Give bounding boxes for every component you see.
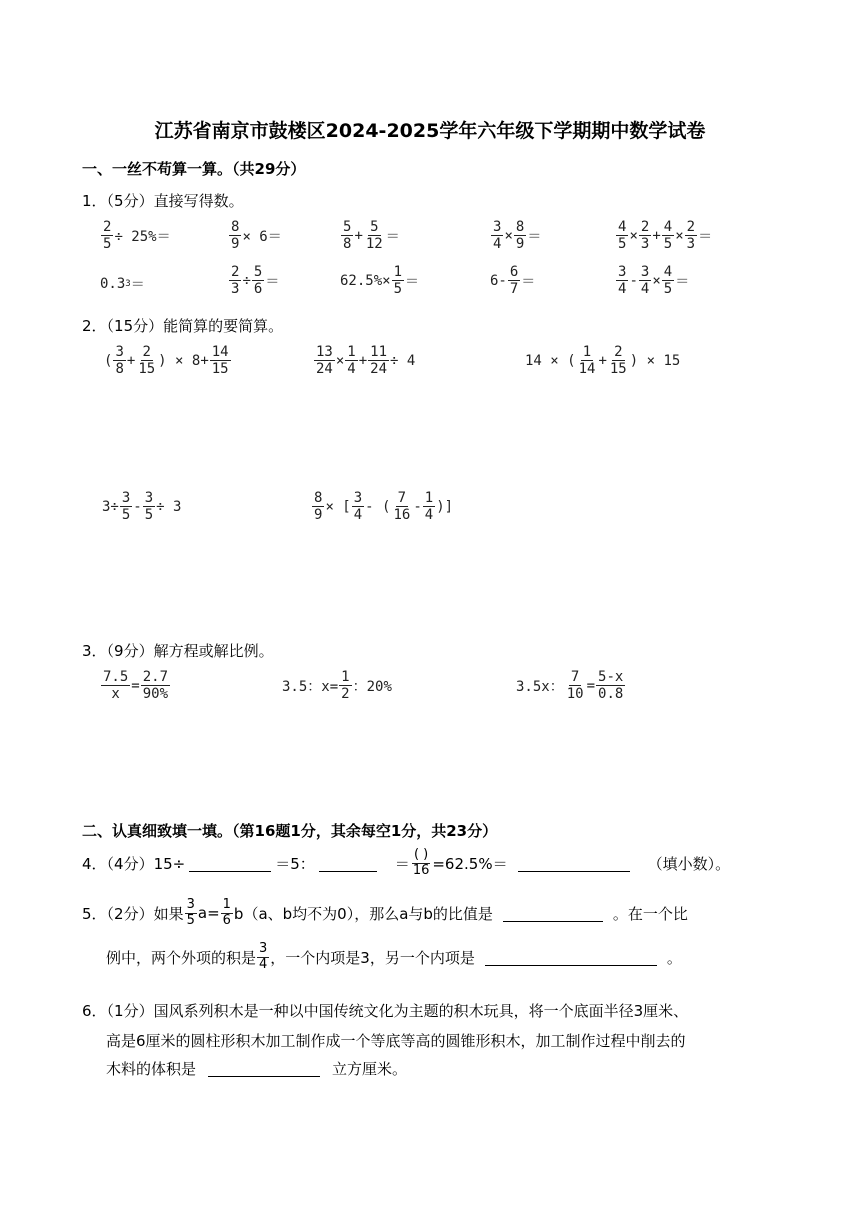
q1-item-1: $\frac{2}{5}$ ÷ 25%＝	[103, 219, 171, 253]
q3-expr-2: 3.5：x= $\frac{1}{2}$ ：20%	[282, 669, 392, 703]
q5-line-2: 例中，两个外项的积是 $\frac{3}{4}$ ，一个内项是3，另一个内项是 。	[106, 941, 682, 972]
section-2-heading: 二、认真细致填一填。（第16题1分，其余每空1分，共23分）	[82, 822, 498, 840]
q5-blank-2[interactable]	[485, 949, 657, 966]
q6-line-2: 高是6厘米的圆柱形积木加工制作成一个等底等高的圆锥形积木，加工制作过程中削去的	[106, 1032, 686, 1050]
q1-item-2: $\frac{8}{9}$ × 6＝	[231, 219, 282, 253]
q4-blank-3[interactable]	[518, 855, 630, 872]
q2-expr-5: $\frac{8}{9}$ × [ $\frac{3}{4}$ - ( $\frac{7}{16}$ - $\frac{1}{4}$ )]	[314, 490, 454, 524]
q3-label: 3．（9分）解方程或解比例。	[82, 642, 274, 660]
q3-expr-1: $\frac{7.5}{x}$ = $\frac{2.7}{90\%}$	[103, 669, 169, 703]
q4-blank-1[interactable]	[189, 855, 271, 872]
q1-item-6: 0.3 3 ＝	[100, 276, 145, 293]
q1-item-5: $\frac{4}{5}$ × $\frac{2}{3}$ + $\frac{4}{5}$ × $\frac{2}{3}$ ＝	[618, 219, 713, 253]
q4-line: 4．（4分）15÷ ＝5： ＝ $\frac{( )}{16}$ =62.5%＝ （填小数）。	[82, 847, 731, 878]
page-title: 江苏省南京市鼓楼区2024-2025学年六年级下学期期中数学试卷	[154, 120, 706, 142]
q1-label: 1．（5分）直接写得数。	[82, 192, 244, 210]
q1-item-10: $\frac{3}{4}$ - $\frac{3}{4}$ × $\frac{4}{5}$ ＝	[618, 264, 690, 298]
q2-expr-1: ( $\frac{3}{8}$ + $\frac{2}{15}$ ) × 8+ $\frac{14}{15}$	[104, 344, 229, 378]
q6-blank[interactable]	[208, 1060, 320, 1077]
q2-expr-2: $\frac{13}{24}$ × $\frac{1}{4}$ + $\frac{11}{24}$ ÷ 4	[316, 344, 416, 378]
q5-blank-1[interactable]	[503, 905, 603, 922]
q4-blank-2[interactable]	[319, 855, 377, 872]
q2-expr-4: 3÷ $\frac{3}{5}$ - $\frac{3}{5}$ ÷ 3	[102, 490, 182, 524]
q1-item-3: $\frac{5}{8}$ + $\frac{5}{12}$ ＝	[343, 219, 400, 253]
q1-item-8: 62.5%× $\frac{1}{5}$ ＝	[340, 264, 420, 298]
section-1-heading: 一、一丝不苟算一算。（共29分）	[82, 160, 306, 178]
q1-item-4: $\frac{3}{4}$ × $\frac{8}{9}$ ＝	[493, 219, 542, 253]
q1-item-7: $\frac{2}{3}$ ÷ $\frac{5}{6}$ ＝	[231, 264, 280, 298]
q2-expr-3: 14 × ( $\frac{1}{14}$ + $\frac{2}{15}$ ) × 15	[525, 344, 681, 378]
q5-line-1: 5．（2分）如果 $\frac{3}{5}$ a= $\frac{1}{6}$ b（a、b均不为0），那么a与b的比值是 。在一个比	[82, 897, 688, 928]
q1-item-9: 6- $\frac{6}{7}$ ＝	[490, 264, 536, 298]
q2-label: 2．（15分）能简算的要简算。	[82, 317, 284, 335]
q6-line-1: 6．（1分）国风系列积木是一种以中国传统文化为主题的积木玩具，将一个底面半径3厘米、	[82, 1002, 689, 1020]
q3-expr-3: 3.5x： $\frac{7}{10}$ = $\frac{5-x}{0.8}$	[516, 669, 624, 703]
q6-line-3: 木料的体积是 立方厘米。	[106, 1060, 408, 1078]
